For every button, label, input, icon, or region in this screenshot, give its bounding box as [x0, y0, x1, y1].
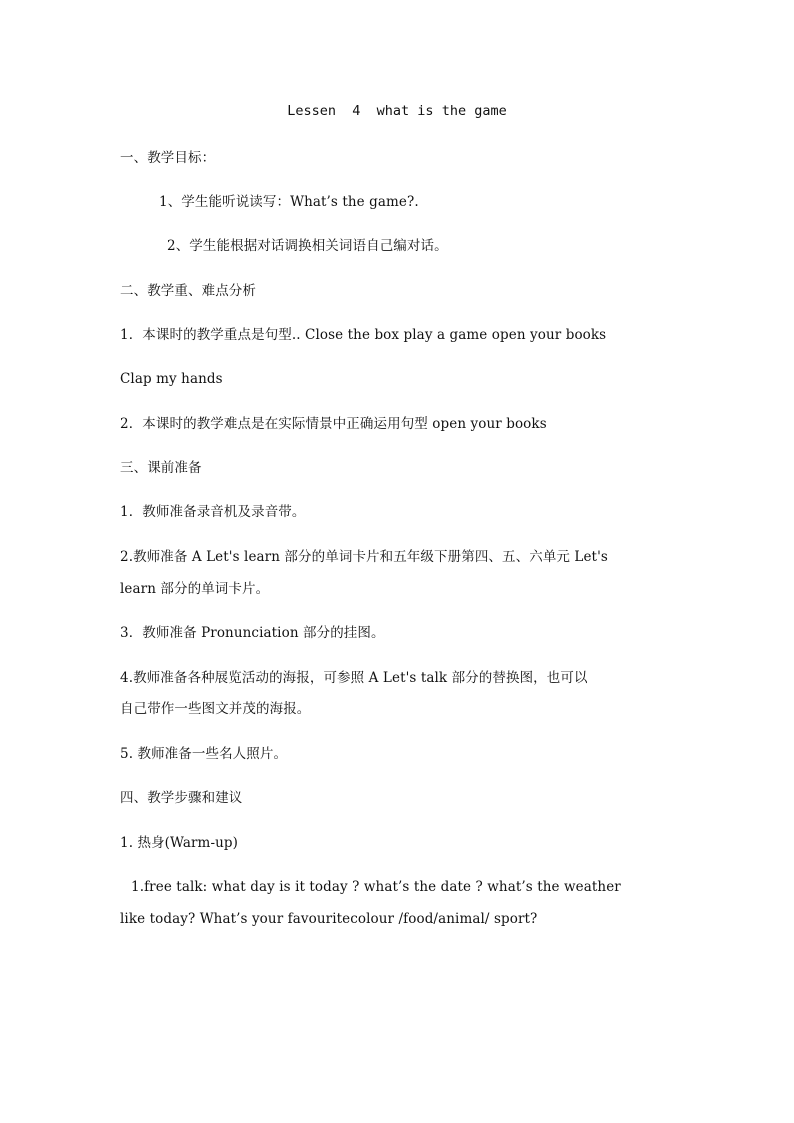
- key-point-item-2: 2．本课时的教学难点是在实际情景中正确运用句型 open your books: [120, 416, 547, 432]
- objective-item-1: 1、学生能听说读写：What’s the game?.: [159, 194, 419, 210]
- section-heading-key-points: 二、教学重、难点分析: [120, 283, 256, 299]
- preparation-item-4-line-1: 4.教师准备各种展览活动的海报，可参照 A Let's talk 部分的替换图，也可以: [120, 670, 588, 686]
- preparation-item-2-line-1: 2.教师准备 A Let's learn 部分的单词卡片和五年级下册第四、五、六单元 Let's: [120, 549, 608, 565]
- section-heading-preparation: 三、课前准备: [120, 460, 202, 476]
- key-point-item-1-line-1: 1．本课时的教学重点是句型.. Close the box play a game open your books: [120, 327, 607, 343]
- preparation-item-5: 5. 教师准备一些名人照片。: [120, 746, 288, 762]
- section-heading-objectives: 一、教学目标：: [120, 150, 216, 166]
- step-item-1: 1. 热身(Warm-up): [120, 835, 239, 851]
- preparation-item-3: 3．教师准备 Pronunciation 部分的挂图。: [120, 625, 385, 641]
- step-item-1-sub-line-1: 1.free talk: what day is it today ? what’s the date ? what’s the weather: [131, 879, 621, 895]
- document-title: Lessen 4 what is the game: [287, 103, 507, 119]
- section-heading-steps: 四、教学步骤和建议: [120, 790, 243, 806]
- preparation-item-4-line-2: 自己带作一些图文并茂的海报。: [120, 701, 311, 717]
- key-point-item-1-line-2: Clap my hands: [120, 371, 223, 387]
- step-item-1-sub-line-2: like today? What’s your favouritecolour /food/animal/ sport?: [120, 911, 538, 927]
- preparation-item-2-line-2: learn 部分的单词卡片。: [120, 581, 270, 597]
- preparation-item-1: 1．教师准备录音机及录音带。: [120, 504, 306, 520]
- objective-item-2: 2、学生能根据对话调换相关词语自己编对话。: [167, 238, 448, 254]
